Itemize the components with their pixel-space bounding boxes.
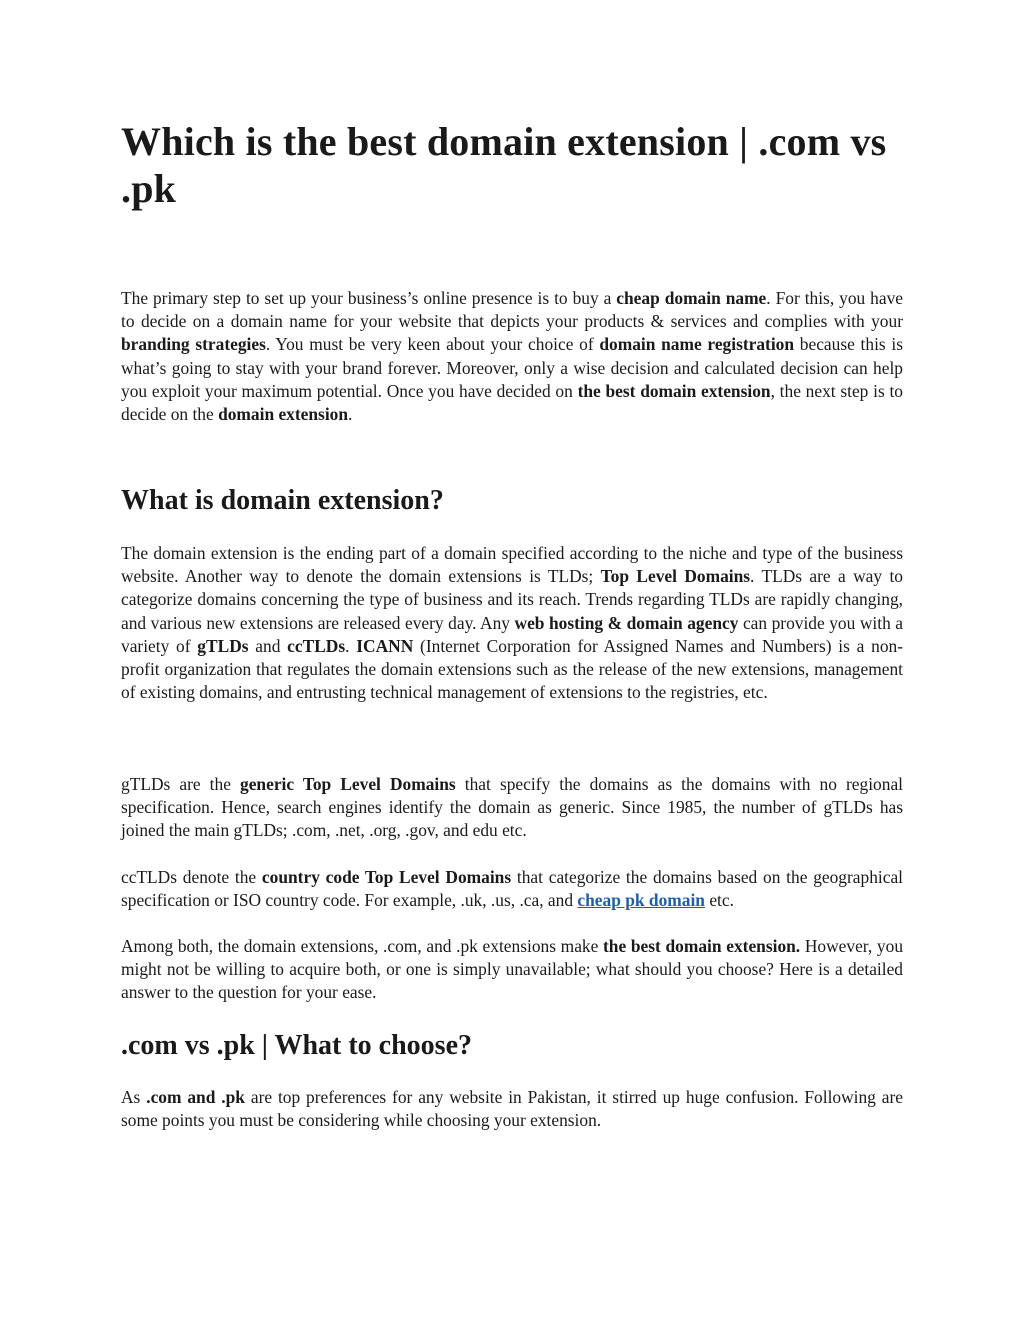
keyword-domain-extension: domain extension bbox=[218, 404, 349, 425]
keyword-best-domain-extension-2: the best domain extension. bbox=[603, 936, 801, 956]
keyword-cheap-domain-name: cheap domain name bbox=[616, 288, 767, 308]
keyword-country-code-tld: country code Top Level Domains bbox=[261, 867, 512, 887]
cheap-pk-domain-link[interactable]: cheap pk domain bbox=[577, 890, 705, 911]
keyword-top-level-domains: Top Level Domains bbox=[600, 566, 751, 587]
keyword-web-hosting-agency: web hosting & domain agency bbox=[514, 612, 739, 633]
section1-paragraph-1: The domain extension is the ending part of a domain specified according to the niche and type of the business website. Another way to denote the domain extensions is TLDs; Top Level Domains. TLDs are a way to categorize domains concerning the type of business and its reach. Trends regarding TLDs are rapidly changing, and various new extensions are released every day. Any web hosting & domain agency can provide you with a variety of gTLDs and ccTLDs. ICANN (Internet Corporation for Assigned Names and Numbers) is a non-profit organization that regulates the domain extensions such as the release of the new extensions, management of existing domains, and entrusting technical management of extensions to the registries, etc. bbox=[121, 543, 904, 703]
keyword-gtlds: gTLDs bbox=[197, 635, 249, 656]
section1-paragraph-gtlds: gTLDs are the generic Top Level Domains that specify the domains as the domains with no regional specification. Hence, search engines identify the domain as generic. Since 1985, the number of gTLDs has joined the main gTLDs; .com, .net, .org, .gov, and edu etc. bbox=[121, 774, 903, 841]
keyword-icann: ICANN bbox=[356, 635, 414, 656]
keyword-com-and-pk: .com and .pk bbox=[146, 1087, 245, 1107]
keyword-domain-name-registration: domain name registration bbox=[599, 334, 795, 355]
keyword-branding-strategies: branding strategies bbox=[121, 334, 266, 355]
section1-paragraph-both: Among both, the domain extensions, .com, and .pk extensions make the best domain extension. However, you might not be willing to acquire both, or one is simply unavailable; what should you choose? Here is a detailed answer to the question for your ease. bbox=[121, 936, 904, 1003]
section2-paragraph-1: As .com and .pk are top preferences for any website in Pakistan, it stirred up huge confusion. Following are some points you must be considering while choosing your extension. bbox=[121, 1087, 903, 1131]
section1-paragraph-cctlds: ccTLDs denote the country code Top Level Domains that categorize the domains based on the geographical specification or ISO country code. For example, .uk, .us, .ca, and cheap pk domain etc. bbox=[121, 867, 903, 911]
page-title: Which is the best domain extension | .com vs .pk bbox=[121, 119, 887, 211]
section-heading-what-is-domain-extension: What is domain extension? bbox=[121, 485, 444, 516]
section-heading-com-vs-pk: .com vs .pk | What to choose? bbox=[121, 1030, 472, 1061]
keyword-generic-tld: generic Top Level Domains bbox=[240, 774, 456, 794]
keyword-best-domain-extension: the best domain extension bbox=[577, 380, 771, 401]
keyword-cctlds: ccTLDs bbox=[287, 635, 346, 656]
intro-paragraph: The primary step to set up your business’s online presence is to buy a cheap domain name. For this, you have to decide on a domain name for your website that depicts your products & services and complies with your branding strategies. You must be very keen about your choice of domain name registration because this is what’s going to stay with your brand forever. Moreover, only a wise decision and calculated decision can help you exploit your maximum potential. Once you have decided on the best domain extension, the next step is to decide on the domain extension. bbox=[121, 288, 903, 425]
